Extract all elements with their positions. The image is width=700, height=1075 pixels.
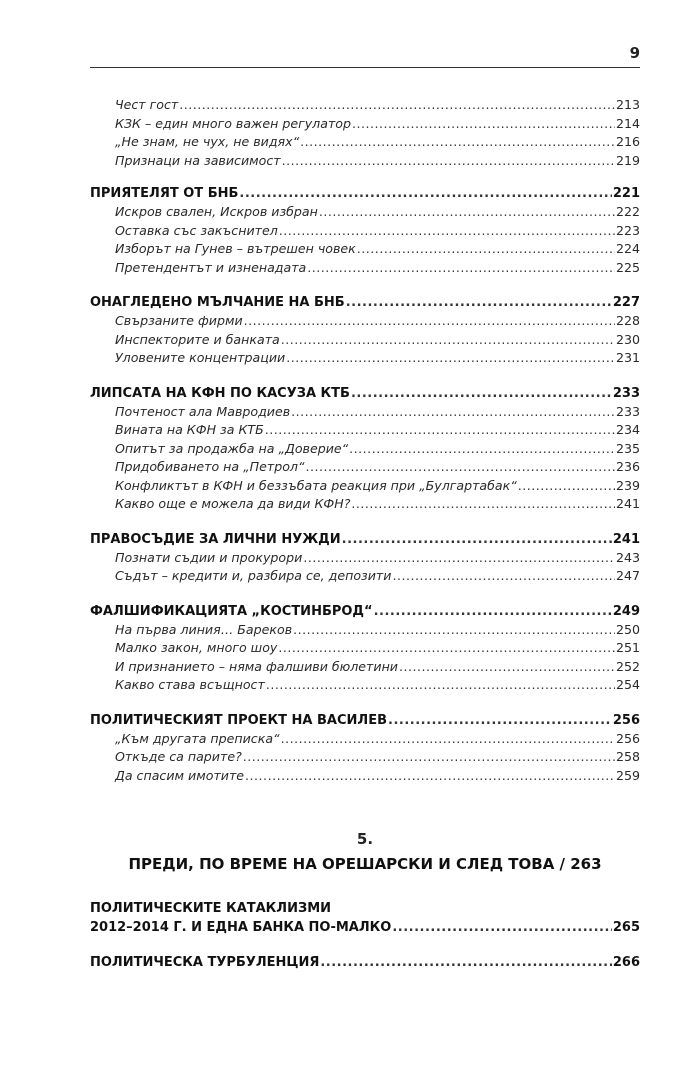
dot-leader: [320, 953, 612, 972]
toc-entry-page: 251: [615, 640, 640, 655]
toc-entry-title: Конфликтът в КФН и беззъбата реакция при „Булгартабак“: [115, 477, 517, 493]
toc-entry-title: КЗК – един много важен регулатор: [115, 115, 351, 131]
toc-entry-title: И признанието – няма фалшиви бюлетини: [115, 658, 398, 674]
dot-leader: [281, 331, 615, 350]
toc-entry[interactable]: [90, 115, 640, 134]
toc-entry-page: 213: [615, 97, 640, 112]
toc-entry[interactable]: [90, 748, 640, 767]
dot-leader: [319, 203, 615, 222]
dot-leader: [243, 748, 615, 767]
toc-entry-page: 233: [615, 403, 640, 419]
toc-chapter-page: 227: [612, 295, 640, 310]
toc-entry-page: 234: [615, 422, 640, 437]
header-rule: [90, 67, 640, 68]
toc-entry[interactable]: [90, 96, 640, 115]
toc-chapter-row-title: ПОЛИТИЧЕСКА ТУРБУЛЕНЦИЯ: [90, 955, 320, 970]
toc-entry-title: Опитът за продажба на „Доверие“: [115, 440, 349, 456]
toc-entry-page: 231: [615, 350, 640, 365]
dot-leader: [281, 730, 615, 749]
toc-chapter-row-page: 265: [612, 920, 640, 935]
toc-entry[interactable]: [90, 152, 640, 171]
toc-entry-page: 223: [615, 222, 640, 238]
toc-entry[interactable]: [90, 203, 640, 222]
toc-entry[interactable]: [90, 495, 640, 514]
toc-chapter-page: 249: [612, 603, 640, 619]
page-number: 9: [629, 44, 640, 62]
toc-chapter-title: ПРАВОСЪДИЕ ЗА ЛИЧНИ НУЖДИ: [90, 531, 341, 547]
toc-entry-page: 214: [615, 115, 640, 131]
toc-entry-title: Инспекторите и банката: [115, 331, 280, 347]
toc-entry-title: Искров свален, Искров избран: [115, 204, 318, 219]
toc-entry[interactable]: [90, 240, 640, 259]
toc-entry[interactable]: [90, 549, 640, 568]
toc-entry[interactable]: [90, 349, 640, 368]
toc-entry-title: Чест гост: [115, 97, 179, 112]
dot-leader: [245, 767, 615, 786]
dot-leader: [357, 240, 615, 259]
toc-entry[interactable]: [90, 259, 640, 278]
toc-entry-page: 216: [615, 134, 640, 149]
toc-entry[interactable]: [90, 621, 640, 640]
dot-leader: [305, 458, 614, 477]
dot-leader: [303, 549, 615, 568]
toc-entry-page: 259: [615, 767, 640, 783]
toc-entry-page: 224: [615, 241, 640, 256]
toc-entry-title: „Не знам, не чух, не видях“: [115, 134, 300, 149]
toc-entry[interactable]: [90, 639, 640, 658]
dot-leader: [291, 403, 615, 422]
toc-chapter[interactable]: [90, 711, 640, 730]
toc-entry[interactable]: [90, 658, 640, 677]
toc-entry[interactable]: [90, 676, 640, 695]
toc-entry-title: Да спасим имотите: [115, 767, 245, 783]
toc-chapter-title: ОНАГЛЕДЕНО МЪЛЧАНИЕ НА БНБ: [90, 295, 345, 310]
toc-chapter[interactable]: [90, 602, 640, 621]
toc-chapter-page: 221: [612, 186, 640, 201]
toc-entry-page: 228: [615, 313, 640, 328]
toc-entry-page: 243: [615, 549, 640, 565]
part-title: ПРЕДИ, ПО ВРЕМЕ НА ОРЕШАРСКИ И СЛЕД ТОВА / 263: [128, 855, 602, 873]
toc-chapter-row-page: 266: [612, 955, 640, 970]
dot-leader: [282, 152, 615, 171]
toc-entry-title: Оставка със закъснител: [115, 222, 278, 238]
toc-chapter-row[interactable]: [90, 953, 640, 972]
dot-leader: [388, 711, 612, 730]
toc-chapter[interactable]: [90, 953, 640, 972]
table-of-contents: [90, 96, 640, 972]
toc-entry[interactable]: [90, 222, 640, 241]
dot-leader: [349, 440, 615, 459]
toc-entry[interactable]: [90, 567, 640, 586]
toc-entry-title: Познати съдии и прокурори: [115, 549, 303, 565]
toc-entry-title: Уловените концентрации: [115, 350, 286, 365]
toc-entry-page: 225: [615, 259, 640, 275]
toc-entry-page: 258: [615, 749, 640, 764]
toc-chapter[interactable]: [90, 293, 640, 312]
toc-entry-title: Вината на КФН за КТБ: [115, 422, 264, 437]
dot-leader: [374, 602, 612, 621]
toc-entry[interactable]: [90, 440, 640, 459]
toc-chapter-title: ПРИЯТЕЛЯТ ОТ БНБ: [90, 186, 239, 201]
toc-chapter-title-line: ПОЛИТИЧЕСКИТЕ КАТАКЛИЗМИ: [90, 901, 332, 916]
toc-entry-page: 247: [615, 568, 640, 583]
dot-leader: [244, 312, 615, 331]
toc-entry-title: Какво още е можела да види КФН?: [115, 496, 351, 511]
dot-leader: [266, 676, 615, 695]
toc-chapter-title: ПОЛИТИЧЕСКИЯТ ПРОЕКТ НА ВАСИЛЕВ: [90, 712, 387, 728]
toc-entry[interactable]: [90, 403, 640, 422]
dot-leader: [279, 222, 615, 241]
toc-entry-page: 236: [615, 459, 640, 474]
toc-entry[interactable]: [90, 421, 640, 440]
toc-chapter-page: 233: [612, 385, 640, 401]
toc-entry-title: Откъде са парите?: [115, 749, 242, 764]
toc-chapter-title: ЛИПСАТА НА КФН ПО КАСУЗА КТБ: [90, 385, 350, 401]
toc-entry-title: Придобиването на „Петрол“: [115, 459, 305, 474]
toc-chapter[interactable]: [90, 899, 640, 937]
toc-chapter-page: 241: [612, 531, 640, 547]
toc-chapter[interactable]: [90, 530, 640, 549]
dot-leader: [300, 133, 615, 152]
dot-leader: [518, 477, 615, 496]
dot-leader: [351, 495, 615, 514]
toc-entry-title: Изборът на Гунев – вътрешен човек: [115, 241, 356, 256]
dot-leader: [351, 384, 612, 403]
part-number: 5.: [356, 830, 374, 848]
toc-entry-page: 241: [615, 496, 640, 511]
toc-entry[interactable]: [90, 730, 640, 749]
toc-chapter[interactable]: [90, 184, 640, 203]
dot-leader: [278, 639, 615, 658]
part-heading: [90, 829, 640, 875]
toc-entry-page: 219: [615, 152, 640, 168]
dot-leader: [239, 184, 611, 203]
dot-leader: [286, 349, 615, 368]
dot-leader: [179, 96, 615, 115]
toc-entry[interactable]: [90, 331, 640, 350]
toc-entry-page: 256: [615, 730, 640, 746]
toc-entry[interactable]: [90, 477, 640, 496]
toc-chapter-title: ФАЛШИФИКАЦИЯТА „КОСТИНБРОД“: [90, 603, 373, 619]
toc-entry-title: Какво става всъщност: [115, 677, 265, 692]
toc-entry[interactable]: [90, 312, 640, 331]
toc-entry-title: Свързаните фирми: [115, 313, 243, 328]
toc-chapter-row-title: 2012–2014 Г. И ЕДНА БАНКА ПО-МАЛКО: [90, 920, 392, 935]
toc-entry-page: 239: [615, 477, 640, 493]
toc-entry-title: Почтеност ала Мавродиев: [115, 403, 291, 419]
toc-entry[interactable]: [90, 767, 640, 786]
dot-leader: [352, 115, 615, 134]
toc-chapter-row[interactable]: [90, 918, 640, 937]
dot-leader: [399, 658, 615, 677]
dot-leader: [265, 421, 615, 440]
dot-leader: [392, 918, 612, 937]
toc-entry-title: Претендентът и изненадата: [115, 259, 307, 275]
toc-entry-title: Признаци на зависимост: [115, 152, 281, 168]
toc-entry-page: 222: [615, 204, 640, 219]
toc-entry-page: 252: [615, 658, 640, 674]
toc-entry[interactable]: [90, 458, 640, 477]
toc-entry-title: „Към другата преписка“: [115, 730, 280, 746]
toc-chapter[interactable]: [90, 384, 640, 403]
dot-leader: [346, 293, 612, 312]
dot-leader: [293, 621, 615, 640]
dot-leader: [342, 530, 612, 549]
toc-entry-title: Малко закон, много шоу: [115, 640, 278, 655]
toc-entry-title: На първа линия… Бареков: [115, 621, 293, 637]
toc-entry-page: 235: [615, 440, 640, 456]
dot-leader: [307, 259, 615, 278]
toc-entry-page: 230: [615, 331, 640, 347]
toc-chapter-page: 256: [612, 712, 640, 728]
toc-entry-page: 250: [615, 621, 640, 637]
dot-leader: [392, 567, 615, 586]
toc-entry-title: Съдът – кредити и, разбира се, депозити: [115, 568, 392, 583]
toc-entry[interactable]: [90, 133, 640, 152]
toc-entry-page: 254: [615, 677, 640, 692]
